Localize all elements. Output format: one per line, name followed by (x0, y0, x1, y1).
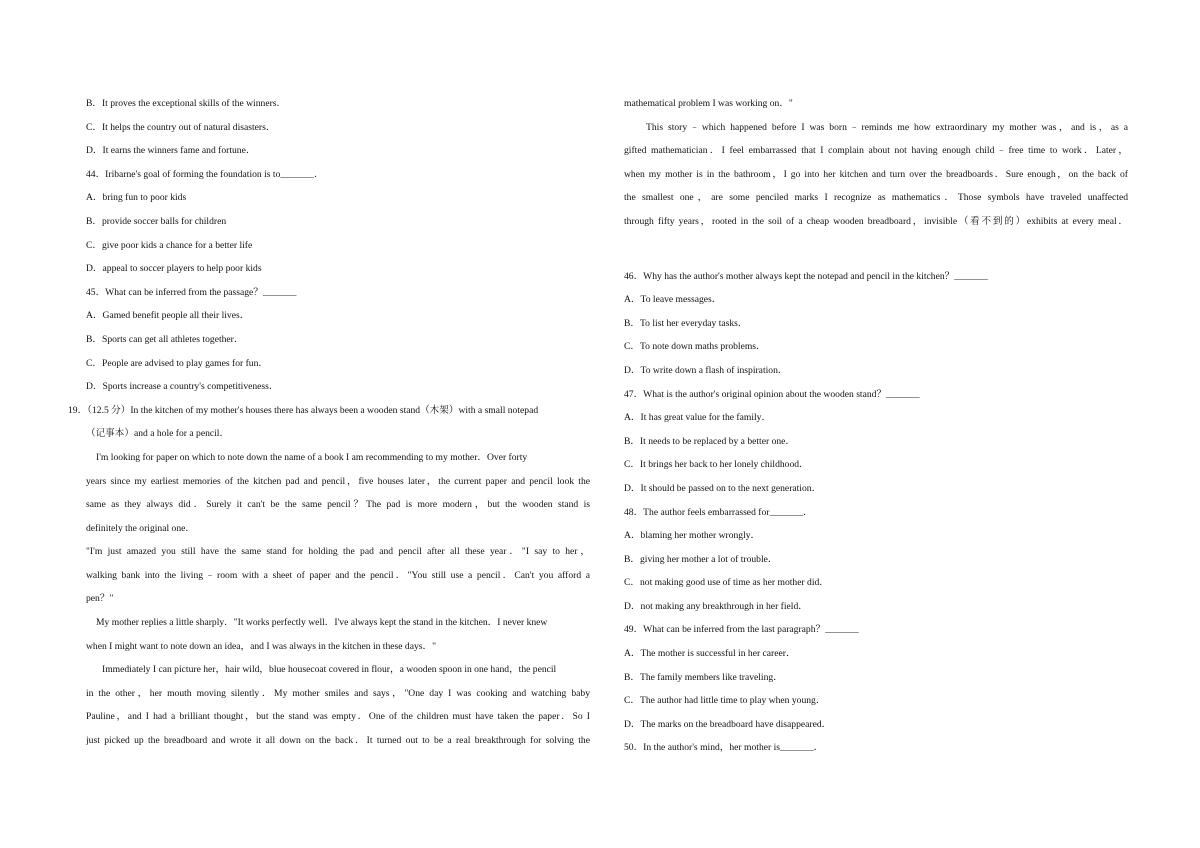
question-44: 44．Iribarne's goal of forming the foundation is to_______． (86, 168, 324, 180)
passage-line: Immediately I can picture her，hair wild，blue housecoat covered in flour，a wooden spoon in one hand，the pencil (102, 664, 557, 676)
passage-line: same as they always did．Surely it can't be the same pencil？The pad is more modern，but the wooden stand is (86, 499, 590, 511)
option-43c: C．It helps the country out of natural disasters． (86, 121, 276, 133)
passage-line: Pauline，and I had a brilliant thought，but the stand was empty．One of the children must have taken the paper．So I (86, 711, 590, 723)
option-48d: D．not making any breakthrough in her field． (624, 600, 808, 612)
option-43d: D．It earns the winners fame and fortune． (86, 145, 256, 157)
option-47d: D．It should be passed on to the next generation． (624, 482, 822, 494)
passage-line: definitely the original one． (86, 522, 195, 534)
passage-line: just picked up the breadboard and wrote it all down on the back．It turned out to be a real breakthrough for solving the (86, 735, 590, 747)
passage-line: walking bank into the living﹣room with a sheet of paper and the pencil．"You still use a pencil．Can't you afford a (86, 569, 590, 581)
passage-line: （记事本）and a hole for a pencil． (86, 428, 230, 440)
option-47c: C．It brings her back to her lonely childhood． (624, 459, 809, 471)
option-44a: A．bring fun to poor kids (86, 192, 187, 204)
option-46c: C．To note down maths problems． (624, 341, 766, 353)
option-49a: A．The mother is successful in her career． (624, 648, 796, 660)
question-48: 48．The author feels embarrassed for_______． (624, 506, 813, 518)
question-47: 47．What is the author's original opinion about the wooden stand？_______ (624, 388, 920, 400)
option-45b: B．Sports can get all athletes together． (86, 333, 244, 345)
option-46d: D．To write down a flash of inspiration． (624, 364, 788, 376)
passage-line: mathematical problem I was working on．" (624, 98, 793, 109)
right-column (624, 92, 1128, 760)
question-45: 45．What can be inferred from the passage？_______ (86, 286, 297, 298)
question-46: 46．Why has the author's mother always kept the notepad and pencil in the kitchen？_______ (624, 270, 988, 282)
passage-line: gifted mathematician．I feel embarrassed that I complain about not having enough child﹣free time to work．Later， (624, 145, 1128, 157)
passage-line: My mother replies a little sharply．"It works perfectly well．I've always kept the stand in the kitchen．I never knew (96, 617, 548, 629)
passage-line: in the other，her mouth moving silently．My mother smiles and says，"One day I was cooking and watching baby (86, 687, 590, 699)
option-44d: D．appeal to soccer players to help poor kids (86, 263, 262, 275)
option-49c: C．The author had little time to play when young． (624, 695, 826, 707)
passage-line: the smallest one，are some penciled marks I recognize as mathematics．Those symbols have traveled unaffected (624, 192, 1128, 204)
option-46b: B．To list her everyday tasks． (624, 317, 748, 329)
passage-line: pen？" (86, 593, 114, 605)
option-48a: A．blaming her mother wrongly． (624, 530, 761, 542)
question-50: 50．In the author's mind，her mother is_______． (624, 742, 824, 754)
option-45d: D．Sports increase a country's competitiveness． (86, 381, 279, 393)
option-44b: B．provide soccer balls for children (86, 215, 227, 227)
option-46a: A．To leave messages． (624, 294, 722, 306)
option-45a: A．Gamed benefit people all their lives． (86, 310, 250, 322)
option-44c: C．give poor kids a chance for a better life (86, 239, 253, 251)
passage-line: This story﹣which happened before I was born﹣reminds me how extraordinary my mother was，and is，as a (646, 121, 1128, 133)
passage-line: "I'm just amazed you still have the same stand for holding the pad and pencil after all these year．"I say to her， (86, 546, 590, 558)
option-48c: C．not making good use of time as her mother did． (624, 577, 829, 589)
passage-line: when I might want to note down an idea，and I was always in the kitchen in these days．" (86, 640, 437, 652)
option-48b: B．giving her mother a lot of trouble． (624, 553, 778, 565)
option-45c: C．People are advised to play games for fun． (86, 357, 268, 369)
passage-line: through fifty years，rooted in the soil of a cheap wooden breadboard，invisible（看不到的）exhibits at every meal． (624, 215, 1128, 227)
passage-line: when my mother is in the bathroom，I go into her kitchen and turn over the breadboards．Sure enough，on the back of (624, 168, 1128, 180)
section-gap (624, 234, 1128, 265)
option-49b: B．The family members like traveling． (624, 671, 783, 683)
passage-line: I'm looking for paper on which to note down the name of a book I am recommending to my mother．Over forty (96, 451, 528, 463)
question-49: 49．What can be inferred from the last paragraph？_______ (624, 624, 859, 636)
option-47b: B．It needs to be replaced by a better one． (624, 435, 796, 447)
question-19-heading: 19．（12.5 分）In the kitchen of my mother's houses there has always been a wooden stand（木架）with a small notepad (68, 404, 539, 416)
option-43b: B．It proves the exceptional skills of the winners． (86, 98, 287, 109)
passage-line: years since my earliest memories of the kitchen pad and pencil，five houses later，the current paper and pencil look the (86, 475, 590, 487)
option-49d: D．The marks on the breadboard have disappeared． (624, 718, 832, 730)
option-47a: A．It has great value for the family． (624, 412, 772, 424)
left-column (68, 92, 590, 753)
